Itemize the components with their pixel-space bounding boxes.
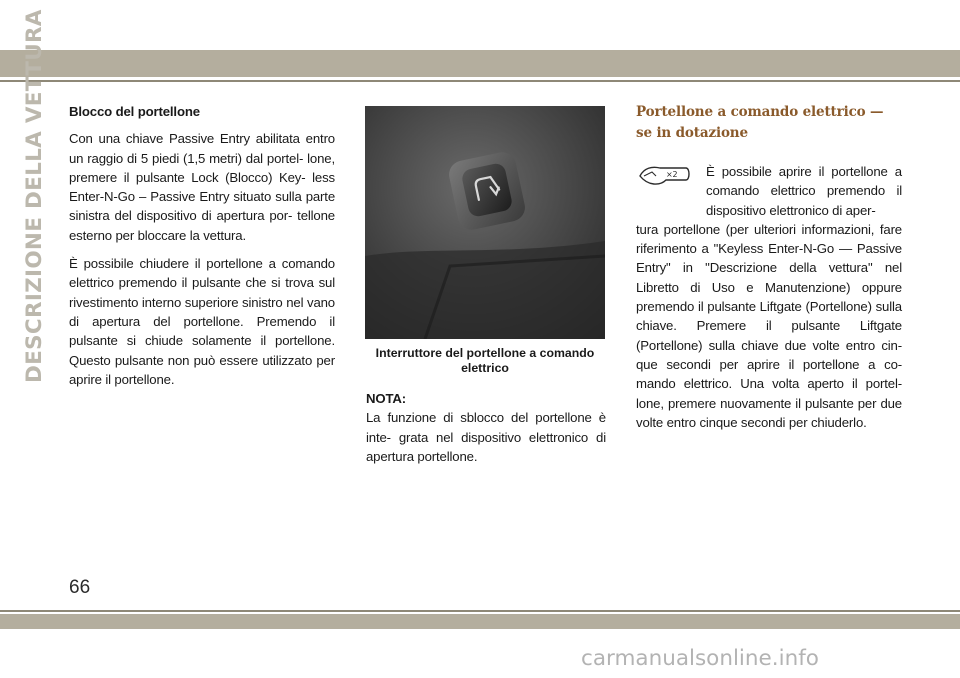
subsection-heading: Blocco del portellone <box>69 104 200 119</box>
paragraph: tura portellone (per ulteriori informazioni, fare riferimento a "Keyless Enter-N-Go — Passive Entry" in "Descrizione della vettura" nel Libretto di Uso e Manutenzione) oppure premendo il pulsante Liftgate (Portellone) sulla chiave. Premere il pulsante Liftgate (Portellone) sulla chiave due volte entro cin- que secondi per aprire il portellone a co- mando elettrico. Una volta aperto il portel- lone, premere nuovamente il pulsante per due volte entro cinque secondi per chiuderlo. <box>636 221 902 430</box>
paragraph: Con una chiave Passive Entry abilitata entro un raggio di 5 piedi (1,5 metri) dal portel- lone, premere il pulsante Lock (Blocco) Key- less Enter-N-Go – Passive Entry situato sulla parte sinistra del dispositivo di apertura por- tellone esterno per bloccare la vettura. <box>69 131 335 243</box>
liftgate-switch-illustration <box>365 106 605 339</box>
footer-rule <box>0 610 960 612</box>
section-title: Portellone a comando elettrico — se in dotazione <box>636 104 884 141</box>
key-fob-text: È possibile aprire il portellone a comando elettrico premendo il dispositivo elettronico di aper- <box>706 164 902 218</box>
key-press-count: ×2 <box>666 170 678 179</box>
header-band <box>0 50 960 77</box>
page-number: 66 <box>69 577 91 598</box>
right-column <box>636 102 902 432</box>
header-rule <box>0 80 960 82</box>
left-column <box>69 102 335 398</box>
note-block <box>366 389 606 466</box>
figure-caption: Interruttore del portellone a comando elettrico <box>375 346 595 375</box>
note-text: La funzione di sblocco del portellone è inte- grata nel dispositivo elettronico di apertura portellone. <box>366 410 606 464</box>
paragraph: È possibile chiudere il portellone a comando elettrico premendo il pulsante che si trova sul rivestimento interno superiore sinistro nel vano di apertura del portellone. Premendo il pulsante si chiude solamente il portellone. Questo pulsante non può essere utilizzato per aprire il portellone. <box>69 256 335 387</box>
liftgate-key-fob-icon <box>636 162 692 190</box>
footer-band <box>0 614 960 629</box>
note-label: NOTA: <box>366 391 407 406</box>
section-side-title: DESCRIZIONE DELLA VETTURA <box>22 9 47 383</box>
liftgate-switch-photo <box>365 106 605 339</box>
key-fob-row <box>636 162 902 220</box>
watermark-text: carmanualsonline.info <box>581 646 819 671</box>
